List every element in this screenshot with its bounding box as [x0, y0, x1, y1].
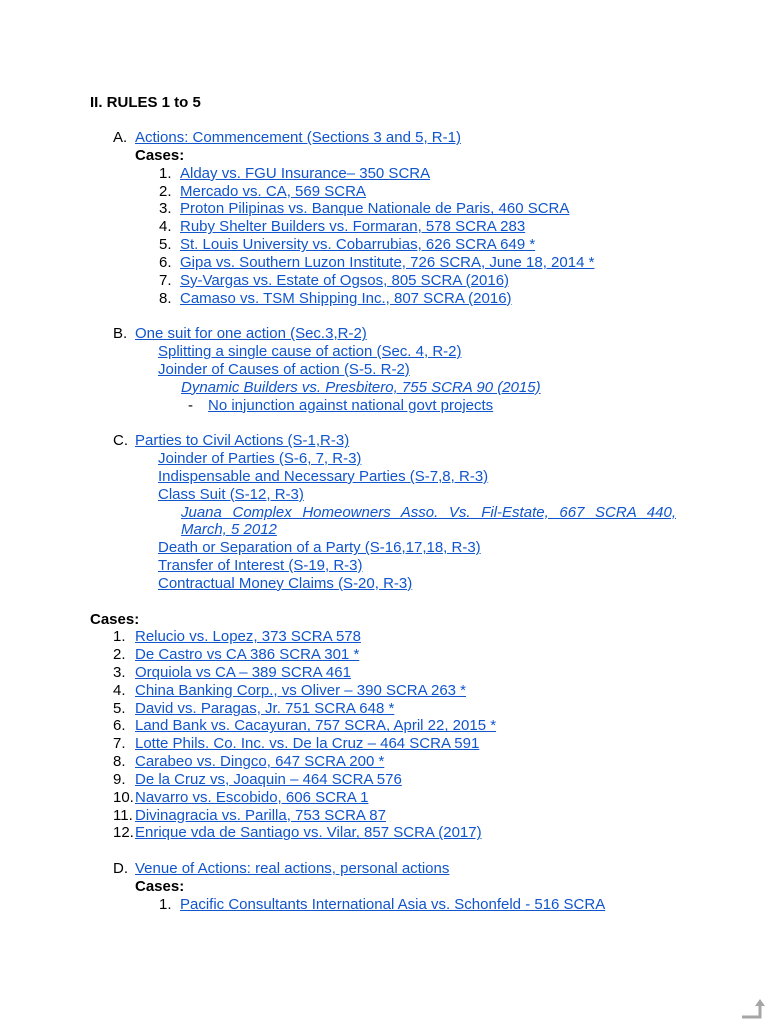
cases-label: Cases: [135, 146, 185, 164]
list-item [0, 165, 768, 183]
case-link[interactable]: Ruby Shelter Builders vs. Formaran, 578 SCRA 283 [180, 218, 526, 236]
case-link[interactable]: Lotte Phils. Co. Inc. vs. De la Cruz – 464 SCRA 591 [135, 735, 480, 753]
list-item [0, 200, 768, 218]
section-heading: II. RULES 1 to 5 [90, 93, 201, 111]
cases-label: Cases: [135, 877, 185, 895]
case-number: 2. [113, 646, 126, 664]
case-number: 1. [159, 895, 172, 913]
corner-expand-button[interactable] [738, 996, 766, 1022]
list-item [0, 682, 768, 700]
case-link[interactable]: De la Cruz vs, Joaquin – 464 SCRA 576 [135, 770, 402, 788]
case-number: 1. [113, 628, 126, 646]
case-link[interactable]: Alday vs. FGU Insurance– 350 SCRA [180, 164, 431, 182]
case-link[interactable]: Enrique vda de Santiago vs. Vilar, 857 SCRA (2017) [135, 824, 482, 842]
case-number: 11. [113, 806, 133, 824]
list-item [0, 646, 768, 664]
section-marker-d: D. [113, 860, 128, 878]
list-item [0, 290, 768, 308]
topic-line [0, 486, 768, 504]
list-item [0, 896, 768, 914]
list-item [0, 771, 768, 789]
topic-line [0, 361, 768, 379]
case-number: 6. [159, 253, 172, 271]
list-item [0, 183, 768, 201]
corner-arrow-icon [738, 996, 766, 1022]
cases-label-line [0, 611, 768, 629]
list-item [0, 735, 768, 753]
heading-line [0, 94, 768, 112]
case-link[interactable]: Relucio vs. Lopez, 373 SCRA 578 [135, 628, 361, 646]
bullet-dash: - [188, 396, 193, 414]
topic-line [0, 468, 768, 486]
topic-link[interactable]: Splitting a single cause of action (Sec. 4, R-2) [158, 343, 462, 361]
section-marker-b: B. [113, 325, 128, 343]
topic-line [0, 450, 768, 468]
case-number: 12. [113, 824, 134, 842]
list-item [0, 254, 768, 272]
note-link[interactable]: No injunction against national govt projects [208, 396, 494, 414]
case-link[interactable]: Gipa vs. Southern Luzon Institute, 726 SCRA, June 18, 2014 * [180, 253, 595, 271]
list-item [0, 272, 768, 290]
case-link[interactable]: Land Bank vs. Cacayuran, 757 SCRA, April 22, 2015 * [135, 717, 497, 735]
list-item [0, 664, 768, 682]
section-a-line [0, 129, 768, 147]
case-link-continued[interactable]: March, 5 2012 [181, 521, 277, 539]
case-number: 8. [159, 289, 172, 307]
topic-line [0, 557, 768, 575]
spacer [0, 593, 768, 611]
case-link[interactable]: Sy-Vargas vs. Estate of Ogsos, 805 SCRA (2016) [180, 271, 510, 289]
case-number: 4. [113, 681, 126, 699]
case-number: 4. [159, 218, 172, 236]
list-item [0, 824, 768, 842]
topic-link[interactable]: Class Suit (S-12, R-3) [158, 485, 304, 503]
case-link[interactable]: De Castro vs CA 386 SCRA 301 * [135, 646, 360, 664]
list-item [0, 753, 768, 771]
spacer [0, 842, 768, 860]
list-item [0, 807, 768, 825]
list-item [0, 700, 768, 718]
section-c-title-link[interactable]: Parties to Civil Actions (S-1,R-3) [135, 432, 350, 450]
case-link[interactable]: Proton Pilipinas vs. Banque Nationale de Paris, 460 SCRA [180, 200, 570, 218]
case-link[interactable]: Camaso vs. TSM Shipping Inc., 807 SCRA (2016) [180, 289, 512, 307]
list-item [0, 236, 768, 254]
cases-label-line [0, 878, 768, 896]
list-item [0, 717, 768, 735]
case-number: 7. [113, 735, 126, 753]
case-link[interactable]: Juana Complex Homeowners Asso. Vs. Fil-Estate, 667 SCRA 440, [181, 503, 676, 521]
case-number: 5. [159, 236, 172, 254]
section-d-line [0, 860, 768, 878]
case-number: 8. [113, 753, 126, 771]
section-a-title-link[interactable]: Actions: Commencement (Sections 3 and 5, R-1) [135, 129, 461, 147]
list-item [0, 628, 768, 646]
spacer [0, 414, 768, 432]
case-number: 3. [113, 664, 126, 681]
section-b-line [0, 325, 768, 343]
case-number: 5. [113, 699, 126, 717]
case-link[interactable]: Orquiola vs CA – 389 SCRA 461 [135, 664, 351, 681]
case-number: 2. [159, 182, 172, 200]
case-line [0, 379, 768, 397]
case-number: 9. [113, 770, 126, 788]
spacer [0, 111, 768, 129]
case-link[interactable]: Navarro vs. Escobido, 606 SCRA 1 [135, 788, 369, 806]
topic-link[interactable]: Death or Separation of a Party (S-16,17,18, R-3) [158, 539, 481, 557]
case-link[interactable]: China Banking Corp., vs Oliver – 390 SCRA 263 * [135, 681, 467, 699]
case-number: 10. [113, 788, 134, 806]
topic-link[interactable]: Contractual Money Claims (S-20, R-3) [158, 574, 413, 592]
case-link[interactable]: Mercado vs. CA, 569 SCRA [180, 182, 366, 200]
section-marker-c: C. [113, 432, 128, 450]
section-b-title-link[interactable]: One suit for one action (Sec.3,R-2) [135, 325, 367, 343]
topic-link[interactable]: Joinder of Parties (S-6, 7, R-3) [158, 450, 362, 468]
case-number: 7. [159, 271, 172, 289]
topic-link[interactable]: Transfer of Interest (S-19, R-3) [158, 557, 363, 575]
note-line [0, 397, 768, 415]
list-item [0, 789, 768, 807]
topic-line [0, 343, 768, 361]
case-link[interactable]: Divinagracia vs. Parilla, 753 SCRA 87 [135, 806, 386, 824]
case-line [0, 504, 768, 522]
section-marker-a: A. [113, 129, 128, 147]
case-link[interactable]: Carabeo vs. Dingco, 647 SCRA 200 * [135, 753, 385, 771]
section-c-line [0, 432, 768, 450]
case-line [0, 521, 768, 539]
case-number: 1. [159, 164, 172, 182]
case-link[interactable]: St. Louis University vs. Cobarrubias, 626 SCRA 649 * [180, 236, 536, 254]
document-page [0, 94, 768, 914]
topic-line [0, 539, 768, 557]
topic-link[interactable]: Indispensable and Necessary Parties (S-7,8, R-3) [158, 467, 489, 485]
cases-label-line [0, 147, 768, 165]
cases-label: Cases: [90, 610, 140, 628]
case-number: 3. [159, 200, 172, 218]
section-d-title-link[interactable]: Venue of Actions: real actions, personal actions [135, 860, 450, 878]
spacer [0, 307, 768, 325]
topic-link[interactable]: Joinder of Causes of action (S-5. R-2) [158, 360, 410, 378]
case-link[interactable]: David vs. Paragas, Jr. 751 SCRA 648 * [135, 699, 395, 717]
topic-line [0, 575, 768, 593]
list-item [0, 218, 768, 236]
case-link[interactable]: Dynamic Builders vs. Presbitero, 755 SCRA 90 (2015) [181, 378, 541, 396]
case-number: 6. [113, 717, 126, 735]
case-link[interactable]: Pacific Consultants International Asia vs. Schonfeld - 516 SCRA [180, 895, 606, 913]
